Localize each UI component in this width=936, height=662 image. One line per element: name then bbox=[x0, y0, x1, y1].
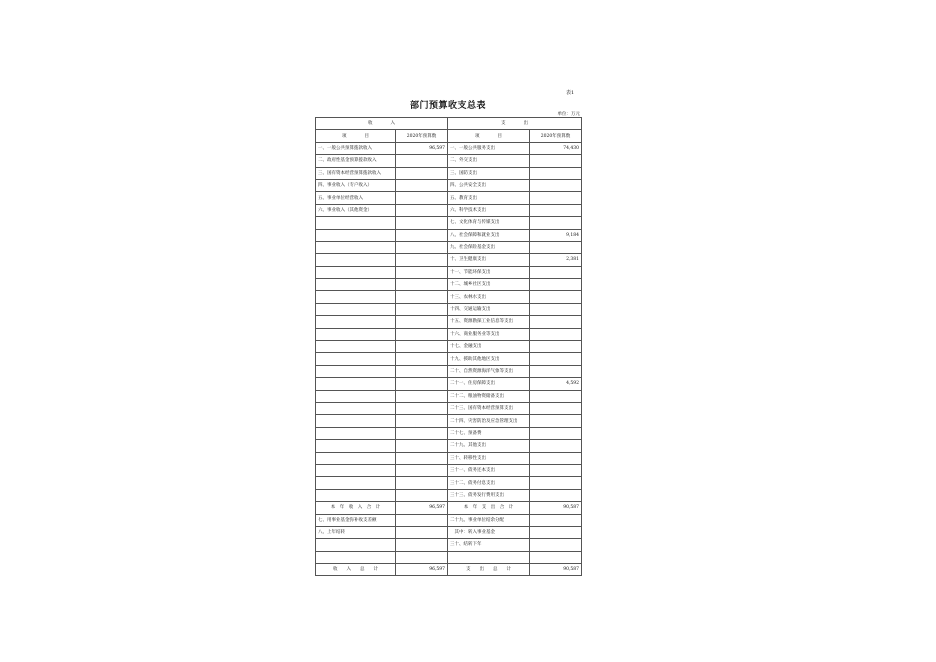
income-value bbox=[396, 551, 448, 563]
expense-value: 74,430 bbox=[530, 142, 582, 154]
income-item-header: 项 目 bbox=[316, 130, 396, 142]
table-row bbox=[316, 204, 582, 216]
income-value bbox=[396, 303, 448, 315]
expense-value bbox=[530, 489, 582, 501]
income-value bbox=[396, 217, 448, 229]
table-row bbox=[316, 179, 582, 191]
table-row bbox=[316, 142, 582, 154]
expense-item-header: 项 目 bbox=[448, 130, 530, 142]
table-row bbox=[316, 452, 582, 464]
income-item bbox=[316, 402, 396, 414]
income-value bbox=[396, 365, 448, 377]
expense-item: 三十一、债务还本支出 bbox=[448, 464, 530, 476]
table-row bbox=[316, 378, 582, 390]
expense-item: 三十二、债务付息支出 bbox=[448, 477, 530, 489]
income-budget-header: 2020年预算数 bbox=[396, 130, 448, 142]
table-row bbox=[316, 440, 582, 452]
expense-item: 二十七、预备费 bbox=[448, 427, 530, 439]
income-item: 二、政府性基金预算拨款收入 bbox=[316, 155, 396, 167]
expense-value: 4,592 bbox=[530, 378, 582, 390]
income-value bbox=[396, 452, 448, 464]
table-row bbox=[316, 365, 582, 377]
income-item bbox=[316, 254, 396, 266]
expense-item: 三十、转移性支出 bbox=[448, 452, 530, 464]
income-value bbox=[396, 526, 448, 538]
table-row bbox=[316, 514, 582, 526]
expense-value bbox=[530, 514, 582, 526]
expense-item: 三十、结转下年 bbox=[448, 539, 530, 551]
expense-item: 八、社会保障和就业支出 bbox=[448, 229, 530, 241]
income-item bbox=[316, 229, 396, 241]
table-row bbox=[316, 217, 582, 229]
expense-item: 二十九、其他支出 bbox=[448, 440, 530, 452]
expense-value bbox=[530, 440, 582, 452]
expense-item: 二十四、灾害防治及应急管理支出 bbox=[448, 415, 530, 427]
income-value bbox=[396, 341, 448, 353]
expense-value bbox=[530, 402, 582, 414]
unit-label: 单位：万元 bbox=[557, 112, 580, 117]
expense-item: 三、国防支出 bbox=[448, 167, 530, 179]
table-row bbox=[316, 241, 582, 253]
expense-item: 一、一般公共服务支出 bbox=[448, 142, 530, 154]
expense-value bbox=[530, 241, 582, 253]
income-item bbox=[316, 328, 396, 340]
table-row bbox=[316, 229, 582, 241]
expense-item: 十五、资源勘探工业信息等支出 bbox=[448, 316, 530, 328]
income-value bbox=[396, 415, 448, 427]
budget-table bbox=[315, 117, 582, 576]
income-item bbox=[316, 452, 396, 464]
table-row bbox=[316, 266, 582, 278]
income-item bbox=[316, 341, 396, 353]
income-value bbox=[396, 402, 448, 414]
expense-item: 十二、城乡社区支出 bbox=[448, 279, 530, 291]
expense-value bbox=[530, 303, 582, 315]
income-value bbox=[396, 378, 448, 390]
income-item bbox=[316, 378, 396, 390]
income-item bbox=[316, 489, 396, 501]
current-year-total-row bbox=[316, 502, 582, 514]
expense-value bbox=[530, 390, 582, 402]
table-row bbox=[316, 539, 582, 551]
expense-item: 十一、节能环保支出 bbox=[448, 266, 530, 278]
income-item bbox=[316, 365, 396, 377]
income-header: 收 入 bbox=[316, 118, 448, 130]
expense-value: 2,381 bbox=[530, 254, 582, 266]
table-row bbox=[316, 489, 582, 501]
expense-value bbox=[530, 192, 582, 204]
expense-item: 二十、自然资源海洋气象等支出 bbox=[448, 365, 530, 377]
income-total-label: 本 年 收 入 合 计 bbox=[316, 502, 396, 514]
income-value bbox=[396, 489, 448, 501]
income-item bbox=[316, 241, 396, 253]
income-item bbox=[316, 539, 396, 551]
section-header-row bbox=[316, 118, 582, 130]
expense-value bbox=[530, 179, 582, 191]
expense-value bbox=[530, 452, 582, 464]
income-item: 三、国有资本经营预算拨款收入 bbox=[316, 167, 396, 179]
income-value bbox=[396, 241, 448, 253]
income-item bbox=[316, 464, 396, 476]
income-value bbox=[396, 539, 448, 551]
expense-total-label: 支 出 总 计 bbox=[448, 564, 530, 576]
income-value bbox=[396, 266, 448, 278]
expense-item: 三十三、债务发行费用支出 bbox=[448, 489, 530, 501]
expense-item: 十六、商业服务业等支出 bbox=[448, 328, 530, 340]
table-row bbox=[316, 192, 582, 204]
income-item bbox=[316, 217, 396, 229]
expense-item: 六、科学技术支出 bbox=[448, 204, 530, 216]
income-value bbox=[396, 229, 448, 241]
table-row bbox=[316, 291, 582, 303]
expense-item: 十、卫生健康支出 bbox=[448, 254, 530, 266]
table-row bbox=[316, 167, 582, 179]
table-row bbox=[316, 254, 582, 266]
income-item bbox=[316, 477, 396, 489]
income-item bbox=[316, 353, 396, 365]
table-row bbox=[316, 353, 582, 365]
income-item bbox=[316, 390, 396, 402]
expense-value bbox=[530, 539, 582, 551]
income-item: 七、用事业基金弥补收支差额 bbox=[316, 514, 396, 526]
expense-item: 十七、金融支出 bbox=[448, 341, 530, 353]
income-value bbox=[396, 192, 448, 204]
income-item bbox=[316, 316, 396, 328]
expense-value bbox=[530, 427, 582, 439]
income-item: 六、事业收入（其他资金） bbox=[316, 204, 396, 216]
expense-total-label: 本 年 支 出 合 计 bbox=[448, 502, 530, 514]
page-title: 部门预算收支总表 bbox=[409, 101, 486, 111]
expense-value bbox=[530, 279, 582, 291]
income-value bbox=[396, 514, 448, 526]
expense-value bbox=[530, 551, 582, 563]
table-row bbox=[316, 316, 582, 328]
income-value bbox=[396, 464, 448, 476]
table-number: 表1 bbox=[566, 90, 575, 96]
income-value bbox=[396, 440, 448, 452]
income-item: 八、上年结转 bbox=[316, 526, 396, 538]
expense-value bbox=[530, 291, 582, 303]
income-value bbox=[396, 279, 448, 291]
expense-value bbox=[530, 415, 582, 427]
expense-item: 五、教育支出 bbox=[448, 192, 530, 204]
table-row bbox=[316, 390, 582, 402]
table-row bbox=[316, 341, 582, 353]
expense-budget-header: 2020年预算数 bbox=[530, 130, 582, 142]
expense-value bbox=[530, 365, 582, 377]
income-item bbox=[316, 303, 396, 315]
table-row bbox=[316, 526, 582, 538]
expense-item: 四、公共安全支出 bbox=[448, 179, 530, 191]
income-value bbox=[396, 155, 448, 167]
column-header-row bbox=[316, 130, 582, 142]
income-item bbox=[316, 415, 396, 427]
income-value bbox=[396, 204, 448, 216]
expense-value bbox=[530, 266, 582, 278]
expense-value bbox=[530, 464, 582, 476]
income-value bbox=[396, 179, 448, 191]
income-item bbox=[316, 279, 396, 291]
expense-item: 二、外交支出 bbox=[448, 155, 530, 167]
income-value bbox=[396, 353, 448, 365]
income-value bbox=[396, 167, 448, 179]
expense-value bbox=[530, 204, 582, 216]
table-row bbox=[316, 279, 582, 291]
table-row bbox=[316, 551, 582, 563]
income-item bbox=[316, 291, 396, 303]
expense-item: 十九、援助其他地区支出 bbox=[448, 353, 530, 365]
expense-item: 二十二、粮油物资储备支出 bbox=[448, 390, 530, 402]
expense-value bbox=[530, 477, 582, 489]
income-item bbox=[316, 440, 396, 452]
expense-item: 九、社会保险基金支出 bbox=[448, 241, 530, 253]
expense-total-value: 90,587 bbox=[530, 564, 582, 576]
expense-value: 9,184 bbox=[530, 229, 582, 241]
expense-item: 二十三、国有资本经营预算支出 bbox=[448, 402, 530, 414]
expense-value bbox=[530, 316, 582, 328]
expense-item: 二十一、住房保障支出 bbox=[448, 378, 530, 390]
expense-header: 支 出 bbox=[448, 118, 582, 130]
expense-total-value: 90,587 bbox=[530, 502, 582, 514]
table-row bbox=[316, 427, 582, 439]
income-value bbox=[396, 328, 448, 340]
expense-value bbox=[530, 526, 582, 538]
income-item: 四、事业收入（专户收入） bbox=[316, 179, 396, 191]
expense-value bbox=[530, 167, 582, 179]
expense-value bbox=[530, 341, 582, 353]
expense-item: 七、文化体育与传媒支出 bbox=[448, 217, 530, 229]
expense-item: 其中：转入事业基金 bbox=[448, 526, 530, 538]
income-total-label: 收 入 总 计 bbox=[316, 564, 396, 576]
income-value bbox=[396, 291, 448, 303]
expense-value bbox=[530, 328, 582, 340]
income-value bbox=[396, 427, 448, 439]
income-value bbox=[396, 390, 448, 402]
expense-item: 十三、农林水支出 bbox=[448, 291, 530, 303]
table-row bbox=[316, 415, 582, 427]
income-item bbox=[316, 266, 396, 278]
expense-value bbox=[530, 155, 582, 167]
table-row bbox=[316, 303, 582, 315]
table-row bbox=[316, 402, 582, 414]
income-total-value: 96,597 bbox=[396, 502, 448, 514]
table-row bbox=[316, 155, 582, 167]
income-value bbox=[396, 477, 448, 489]
table-row bbox=[316, 464, 582, 476]
expense-item: 二十九、事业单位结余分配 bbox=[448, 514, 530, 526]
income-item bbox=[316, 551, 396, 563]
income-item: 五、事业单位经营收入 bbox=[316, 192, 396, 204]
income-item: 一、一般公共预算拨款收入 bbox=[316, 142, 396, 154]
table-row bbox=[316, 328, 582, 340]
income-value bbox=[396, 316, 448, 328]
table-row bbox=[316, 477, 582, 489]
income-value: 96,597 bbox=[396, 142, 448, 154]
expense-item: 十四、交通运输支出 bbox=[448, 303, 530, 315]
income-value bbox=[396, 254, 448, 266]
grand-total-row bbox=[316, 564, 582, 576]
expense-item bbox=[448, 551, 530, 563]
income-total-value: 96,597 bbox=[396, 564, 448, 576]
expense-value bbox=[530, 217, 582, 229]
expense-value bbox=[530, 353, 582, 365]
income-item bbox=[316, 427, 396, 439]
